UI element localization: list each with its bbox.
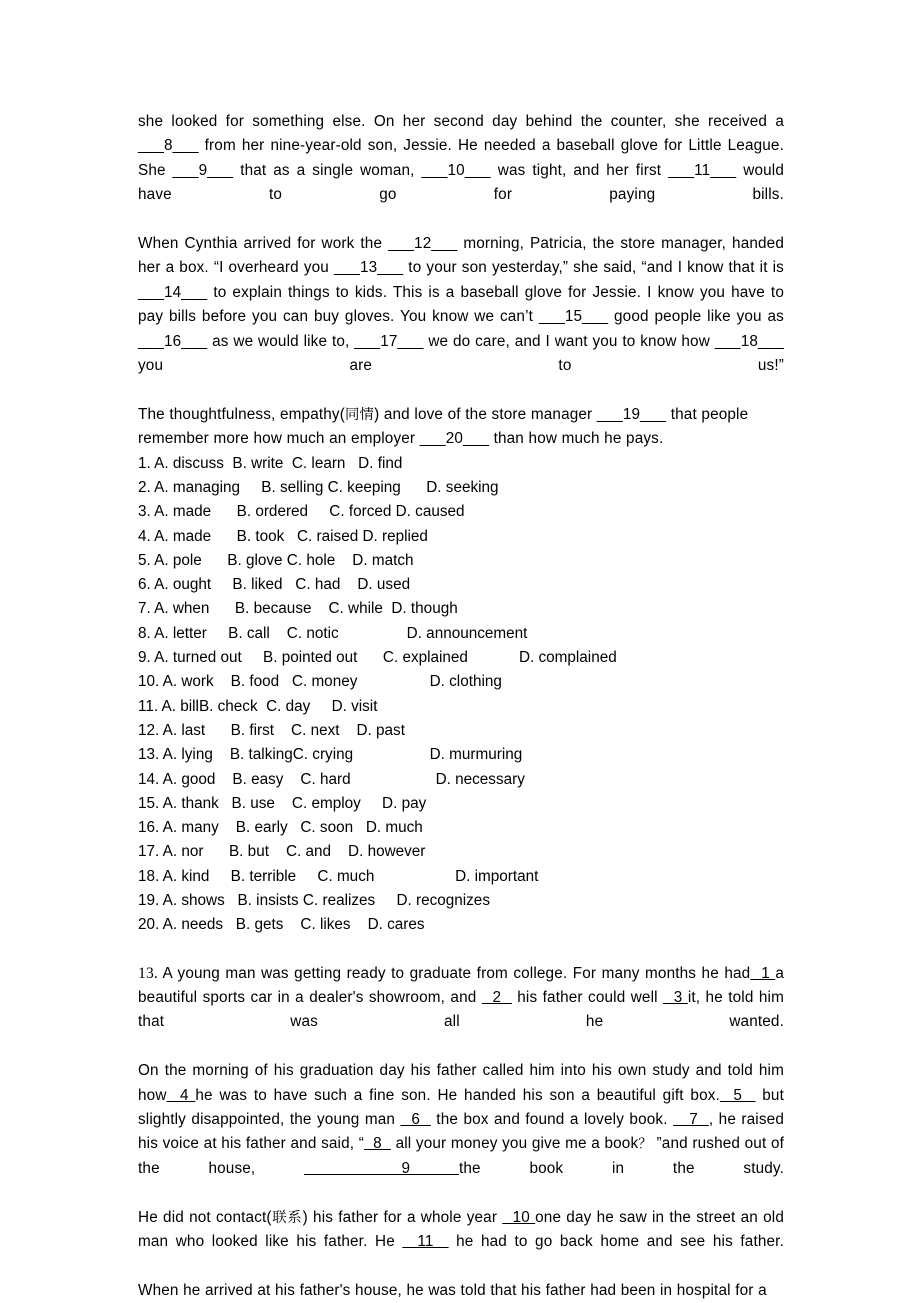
option-row-12: 12. A. last B. first C. next D. past [138,721,405,739]
text-run: we do care, and I want you to know how [423,332,715,350]
answer-blank: ___20___ [419,430,490,448]
text-run: good people like you as [608,308,784,326]
text-run: as we would like to, [207,332,355,350]
text-run: A young man was getting ready to graduate from college. For many months he had [157,964,751,982]
answer-blank: 1 [750,964,776,982]
answer-blank: ___9___ [172,161,234,179]
q13-paragraph-1 [138,962,784,1060]
option-row-19: 19. A. shows B. insists C. realizes D. recognizes [138,892,490,910]
option-row-9: 9. A. turned out B. pointed out C. explained D. complained [138,649,617,667]
answer-blank: ___17___ [354,332,424,350]
document-content [138,110,784,1303]
passage-2-body [138,962,784,1303]
answer-blank: 11 [402,1233,449,1251]
answer-blank: ___8___ [138,137,199,155]
answer-blank: ___12___ [388,235,458,253]
answer-blank: 8 [363,1135,391,1153]
option-row-17: 17. A. nor B. but C. and D. however [138,843,426,861]
option-row-6: 6. A. ought B. liked C. had D. used [138,576,411,594]
answer-blank: ___16___ [138,332,208,350]
option-row-4: 4. A. made B. took C. raised D. replied [138,527,428,545]
text-run: to your son yesterday,” she said, “and I know that it is [403,259,784,277]
text-run: the book in the study. [458,1159,784,1177]
q13-paragraph-4 [138,1279,784,1303]
option-row-2: 2. A. managing B. selling C. keeping D. seeking [138,478,499,496]
text-run: than how much he pays. [489,430,664,448]
question-number: 13. [138,964,158,982]
text-run: , he raised his voice at his father and said, “ [138,1111,784,1153]
option-row-1: 1. A. discuss B. write C. learn D. find [138,454,403,472]
answer-blank: ___10___ [421,161,491,179]
text-run: ”and rushed out of the house, [138,1135,785,1177]
text-run: When he arrived at his father's house, he was told that his father had been in hospital for a [138,1281,767,1299]
answer-blank: 5 [719,1086,756,1104]
text-run: one day he saw in the street an old man who looked like his father. He [138,1208,784,1251]
option-row-13: 13. A. lying B. talkingC. crying D. murmuring [138,746,523,764]
options-list [138,452,784,938]
text-run: he was to have such a fine son. He handed his son a beautiful gift box. [195,1086,720,1104]
answer-blank: ___14___ [138,283,208,301]
answer-blank: ___19___ [596,405,667,423]
q13-paragraph-2 [138,1059,784,1205]
text-run: you are to us!” [138,357,784,375]
answer-blank: ___13___ [333,259,404,277]
option-row-11: 11. A. billB. check C. day D. visit [138,697,378,715]
option-row-5: 5. A. pole B. glove C. hole D. match [138,551,414,569]
text-run: his father could well [511,989,664,1007]
text-run: ) his father for a whole year [302,1208,503,1226]
option-row-15: 15. A. thank B. use C. employ D. pay [138,794,427,812]
answer-blank: 10 [502,1208,536,1226]
answer-blank: 7 [673,1111,709,1129]
text-run: but slightly disappointed, the young man [138,1086,784,1129]
option-row-10: 10. A. work B. food C. money D. clothing [138,673,502,691]
text-run: would have to go for paying bills. [138,161,785,204]
text-run: When Cynthia arrived for work the [138,235,389,253]
answer-blank: 4 [166,1086,196,1104]
text-run: was tight, and her first [490,161,669,179]
passage-1-body [138,110,784,452]
text-run: from her nine-year-old son, Jessie. He needed a baseball glove for Little League. She [138,137,784,179]
answer-blank: 3 [663,989,688,1007]
answer-blank: ___15___ [538,308,609,326]
fullwidth-question-mark: ？ [638,1136,652,1153]
text-run: The thoughtfulness, empathy( [138,405,345,423]
option-row-16: 16. A. many B. early C. soon D. much [138,819,423,837]
text-run: ) and love of the store manager [374,405,597,423]
q13-paragraph-3 [138,1206,784,1279]
text-run: a beautiful sports car in a dealer's showroom, and [138,964,784,1007]
answer-blank: ___11___ [668,161,737,179]
text-run: all your money you give me a book [390,1135,639,1153]
text-run: the box and found a lovely book. [430,1111,674,1129]
answer-blank: 9 [304,1159,459,1177]
answer-blank: ___18___ [714,332,785,350]
text-run: she looked for something else. On her second day behind the counter, she received a [138,113,784,130]
text-run: that people remember more how much an employer [138,405,749,448]
option-row-20: 20. A. needs B. gets C. likes D. cares [138,916,425,934]
paragraph-3 [138,403,784,452]
option-row-7: 7. A. when B. because C. while D. though [138,600,458,618]
text-run: that as a single woman, [233,161,422,179]
text-run: morning, Patricia, the store manager, handed her a box. “I overheard you [138,235,784,277]
option-row-8: 8. A. letter B. call C. notic D. announcement [138,624,528,642]
text-run: it, he told him that was all he wanted. [138,989,784,1031]
paragraph-1 [138,110,784,232]
text-run: On the morning of his graduation day his father called him into his own study and told him how [138,1062,784,1104]
text-run: he had to go back home and see his father. [448,1233,784,1251]
option-row-3: 3. A. made B. ordered C. forced D. caused [138,503,465,521]
text-run: to explain things to kids. This is a baseball glove for Jessie. I know you have to pay bills before you can buy gloves. You know we can’t [138,283,784,326]
text-run: He did not contact( [138,1208,272,1226]
chinese-gloss: 联系 [271,1209,303,1226]
option-row-18: 18. A. kind B. terrible C. much D. important [138,867,539,885]
answer-blank: 2 [481,989,512,1007]
answer-blank: 6 [400,1111,431,1129]
section-spacer [138,938,784,962]
option-row-14: 14. A. good B. easy C. hard D. necessary [138,770,525,788]
paragraph-2 [138,232,784,403]
chinese-gloss: 同情 [344,406,375,423]
